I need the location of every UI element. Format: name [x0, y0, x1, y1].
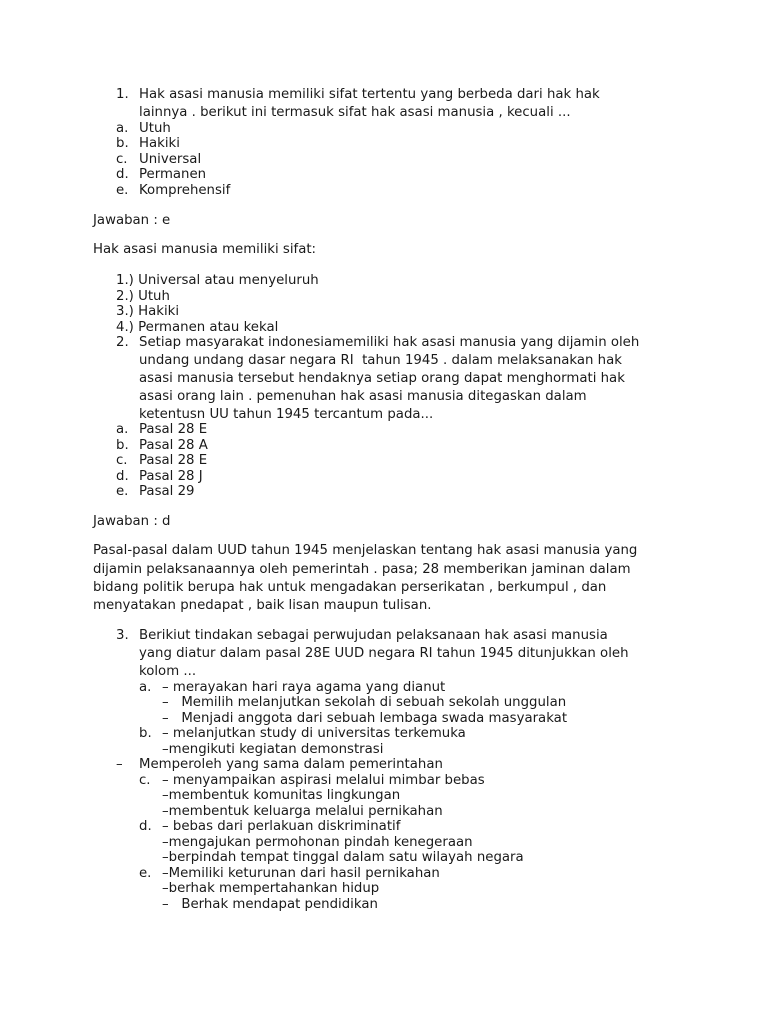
q3-dash-text: Memperoleh yang sama dalam pemerintahan — [139, 757, 443, 772]
q3-option-label: c. — [139, 773, 151, 788]
q3-number: 3. — [116, 628, 129, 643]
q2-text-line: Setiap masyarakat indonesiamemiliki hak asasi manusia yang dijamin oleh — [139, 335, 640, 350]
q3-option-label: a. — [139, 680, 152, 695]
q3-option-line: – Memilih melanjutkan sekolah di sebuah sekolah unggulan — [162, 695, 567, 710]
q3-option-label: d. — [139, 819, 152, 834]
q3-option-line: –membentuk komunitas lingkungan — [162, 788, 401, 803]
q1-option-text: Permanen — [139, 167, 207, 182]
q3-option-line: – Berhak mendapat pendidikan — [162, 897, 378, 912]
q2-option-label: d. — [116, 469, 129, 484]
q3-text-line: yang diatur dalam pasal 28E UUD negara RI tahun 1945 ditunjukkan oleh — [139, 646, 629, 661]
q2-text-line: asasi manusia tersebut hendaknya setiap orang dapat menghormati hak — [139, 371, 625, 386]
q3-option-line: – merayakan hari raya agama yang dianut — [162, 680, 446, 695]
q1-trait: 3.) Hakiki — [116, 304, 180, 319]
q1-option-label: e. — [116, 183, 129, 198]
q3-option-line: –mengikuti kegiatan demonstrasi — [162, 742, 384, 757]
q1-text-line: Hak asasi manusia memiliki sifat tertentu yang berbeda dari hak hak — [139, 87, 600, 102]
q2-answer: Jawaban : d — [93, 514, 171, 529]
q1-option-label: b. — [116, 136, 129, 151]
q3-text-line: Berikiut tindakan sebagai perwujudan pelaksanaan hak asasi manusia — [139, 628, 608, 643]
q2-option-label: e. — [116, 484, 129, 499]
q3-option-label: e. — [139, 866, 152, 881]
q3-option-label: b. — [139, 726, 152, 741]
q2-explanation-line: Pasal-pasal dalam UUD tahun 1945 menjelaskan tentang hak asasi manusia yang — [93, 543, 638, 558]
q1-trait: 4.) Permanen atau kekal — [116, 320, 279, 335]
q1-option-text: Universal — [139, 152, 202, 167]
q2-option-text: Pasal 29 — [139, 484, 195, 499]
q2-explanation-line: dijamin pelaksanaannya oleh pemerintah . pasa; 28 memberikan jaminan dalam — [93, 562, 631, 577]
q1-option-label: c. — [116, 152, 128, 167]
q2-explanation-line: bidang politik berupa hak untuk mengadakan perserikatan , berkumpul , dan — [93, 580, 607, 595]
q3-option-line: –Memiliki keturunan dari hasil pernikahan — [162, 866, 440, 881]
q3-option-line: – melanjutkan study di universitas terkemuka — [162, 726, 466, 741]
q2-option-text: Pasal 28 J — [139, 469, 203, 484]
q3-option-line: –berhak mempertahankan hidup — [162, 881, 380, 896]
q3-text-line: kolom ... — [139, 664, 197, 679]
q1-explanation-title: Hak asasi manusia memiliki sifat: — [93, 242, 317, 257]
q2-option-text: Pasal 28 E — [139, 453, 208, 468]
q1-option-text: Hakiki — [139, 136, 180, 151]
q1-option-text: Komprehensif — [139, 183, 231, 198]
q1-option-label: a. — [116, 121, 129, 136]
q1-text-line: lainnya . berikut ini termasuk sifat hak asasi manusia , kecuali ... — [139, 105, 571, 120]
q2-number: 2. — [116, 335, 129, 350]
q2-option-label: c. — [116, 453, 128, 468]
q3-option-line: – bebas dari perlakuan diskriminatif — [162, 819, 401, 834]
q3-option-line: –mengajukan permohonan pindah kenegeraan — [162, 835, 473, 850]
q1-number: 1. — [116, 87, 129, 102]
q3-option-line: – Menjadi anggota dari sebuah lembaga swada masyarakat — [162, 711, 568, 726]
q2-text-line: undang undang dasar negara RI tahun 1945 . dalam melaksanakan hak — [139, 353, 622, 368]
q1-option-label: d. — [116, 167, 129, 182]
q2-option-label: b. — [116, 438, 129, 453]
q3-option-line: –membentuk keluarga melalui pernikahan — [162, 804, 443, 819]
q2-option-label: a. — [116, 422, 129, 437]
q2-text-line: asasi orang lain . pemenuhan hak asasi manusia ditegaskan dalam — [139, 389, 587, 404]
q3-dash-bullet: – — [116, 757, 123, 772]
q1-answer: Jawaban : e — [93, 213, 171, 228]
q1-trait: 2.) Utuh — [116, 289, 170, 304]
q3-option-line: –berpindah tempat tinggal dalam satu wilayah negara — [162, 850, 524, 865]
q2-text-line: ketentusn UU tahun 1945 tercantum pada... — [139, 407, 434, 422]
q1-option-text: Utuh — [139, 121, 171, 136]
q1-trait: 1.) Universal atau menyeluruh — [116, 273, 319, 288]
q2-explanation-line: menyatakan pnedapat , baik lisan maupun tulisan. — [93, 598, 432, 613]
q3-option-line: – menyampaikan aspirasi melalui mimbar bebas — [162, 773, 485, 788]
q2-option-text: Pasal 28 E — [139, 422, 208, 437]
q2-option-text: Pasal 28 A — [139, 438, 208, 453]
